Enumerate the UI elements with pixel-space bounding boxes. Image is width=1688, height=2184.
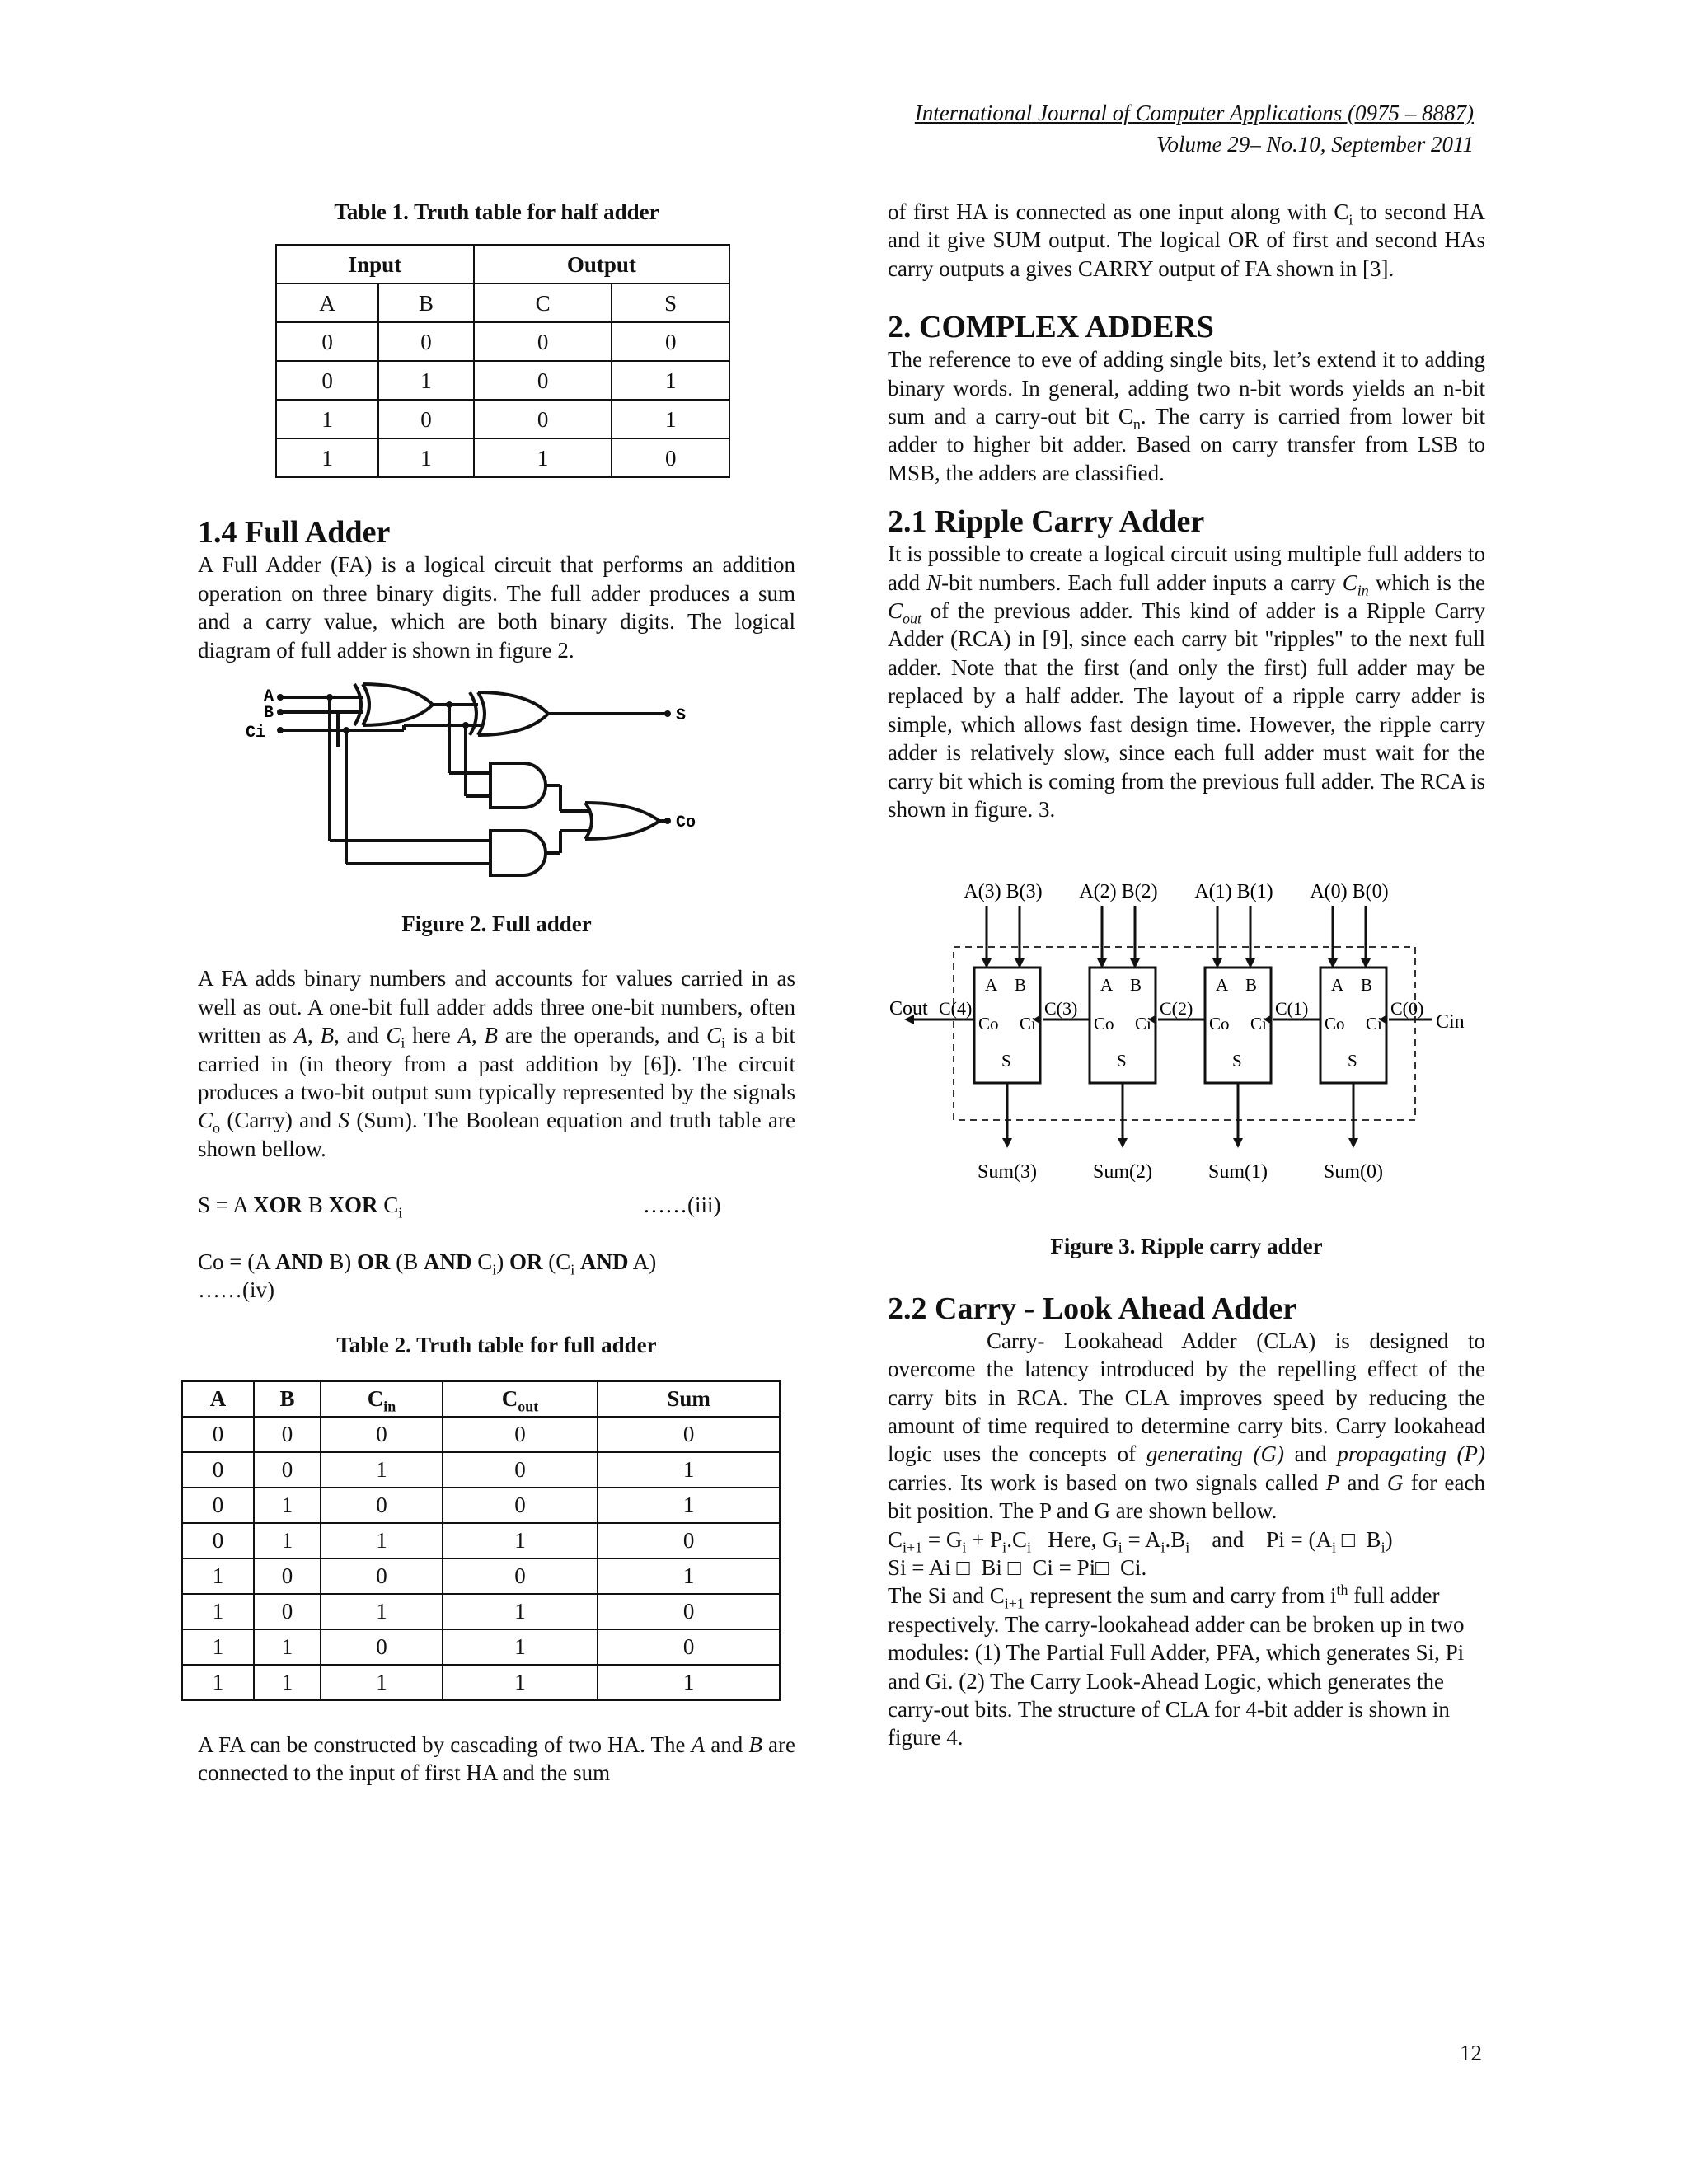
section-2-2-title: 2.2 Carry - Look Ahead Adder (888, 1291, 1297, 1326)
fa-pin-a: A (1331, 975, 1344, 996)
rca-input-3: A(3) B(3) (964, 881, 1043, 903)
rca-carry-3: C(3) (1044, 998, 1078, 1019)
table1-col-b: B (378, 284, 474, 322)
table-cell: 0 (443, 1558, 598, 1594)
fa-pin-ci: Ci (1250, 1014, 1267, 1034)
continuation-paragraph: of first HA is connected as one input along with $C_i$ to second HA and it give SUM output. The logical OR of first and second HAs carry outputs a gives CARRY output of FA shown in [3]. (888, 199, 1485, 281)
table-cell: 0 (254, 1417, 321, 1452)
volume-header: Volume 29– No.10, September 2011 (1156, 132, 1474, 157)
table-cell: 1 (254, 1665, 321, 1700)
section-1-4-paragraph: A Full Adder (FA) is a logical circuit that performs an addition operation on three binary digits. The full adder produces a sum and a carry value, which are both binary digits. The logical diagram of full adder is shown in figure 2. (198, 552, 795, 663)
table-cell: 0 (598, 1594, 780, 1629)
right-column (888, 198, 1485, 1752)
page-number: 12 (1460, 2041, 1482, 2065)
cla-equation-2: Si = Ai □ Bi □ Ci = Pi□ Ci. (888, 1554, 1147, 1580)
table-cell: 0 (598, 1417, 780, 1452)
equation-iii: S = A XOR B XOR $C_i$ ……(iii) (198, 1193, 721, 1221)
section-2-title: 2. COMPLEX ADDERS (888, 310, 1214, 345)
table1-col-a: A (276, 284, 378, 322)
table-row (182, 1452, 780, 1488)
fa-pin-b: B (1361, 975, 1373, 996)
fa-pin-co: Co (1094, 1014, 1114, 1034)
fa-pin-ci: Ci (1020, 1014, 1036, 1034)
rca-input-0: A(0) B(0) (1310, 881, 1389, 903)
section-1-4-title: 1.4 Full Adder (198, 515, 391, 551)
rca-input-1: A(1) B(1) (1194, 881, 1273, 903)
fa-pin-b: B (1015, 975, 1027, 996)
table-cell: 0 (612, 438, 729, 477)
fig2-label-a: A (264, 687, 274, 707)
fa-pin-s: S (1232, 1051, 1242, 1071)
table-row (276, 400, 729, 438)
table-cell: 1 (443, 1629, 598, 1665)
table-cell: 1 (598, 1665, 780, 1700)
table-cell: 1 (254, 1488, 321, 1523)
table-cell: 0 (612, 322, 729, 361)
table2-col-cout: $C_{out}$ (443, 1381, 598, 1417)
table-cell: 1 (598, 1488, 780, 1523)
table-cell: 0 (474, 400, 612, 438)
table-cell: 1 (612, 361, 729, 400)
fa-pin-b: B (1245, 975, 1258, 996)
table-row (182, 1558, 780, 1594)
table-cell: 1 (612, 400, 729, 438)
table-cell: 1 (182, 1665, 254, 1700)
table-cell: 1 (182, 1558, 254, 1594)
table-cell: 0 (378, 322, 474, 361)
table-cell: 1 (443, 1665, 598, 1700)
table-cell: 0 (598, 1523, 780, 1558)
full-adder-table (181, 1380, 781, 1701)
equation-iv: Co = (A AND B) OR (B AND $C_i$) OR ($C_i$ AND A) ……(iv) (198, 1249, 657, 1303)
full-adder-diagram (198, 673, 795, 888)
table-cell: 0 (182, 1452, 254, 1488)
cla-equation-1: $C_{i+1} = G_i + P_i.C_i$ Here, $G_i = A_i.B_i$ and $Pi = (A_i$ □ $B_i$) (888, 1526, 1393, 1555)
half-adder-table (275, 244, 730, 478)
fa-pin-co: Co (1209, 1014, 1230, 1034)
fig2-label-b: B (264, 704, 274, 724)
table-cell: 1 (182, 1629, 254, 1665)
rca-input-2: A(2) B(2) (1079, 881, 1158, 903)
fa-pin-b: B (1130, 975, 1142, 996)
fa-pin-s: S (1001, 1051, 1011, 1071)
table-cell: 1 (254, 1523, 321, 1558)
table-row (182, 1665, 780, 1700)
table-cell: 0 (182, 1417, 254, 1452)
table-cell: 1 (276, 438, 378, 477)
full-adder-paragraph: A FA adds binary numbers and accounts for values carried in as well as out. A one-bit full adder adds three one-bit numbers, often written as A, B, and $C_i$ here A, B are the operands, and $C_i$ is a bit carried in (in theory from a past addition by [6]). The circuit produces a two-bit output sum typically represented by the signals $C_o$ (Carry) and S (Sum). The Boolean equation and truth table are shown bellow. (198, 966, 796, 1161)
table-cell: 1 (598, 1452, 780, 1488)
section-2-2-paragraph: Carry- Lookahead Adder (CLA) is designed to overcome the latency introduced by the repelling effect of the carry bits in RCA. The CLA improves speed by reducing the amount of time required to determine carry bits. Carry lookahead logic uses the concepts of generating (G) and propagating (P) carries. Its work is based on two signals called P and G for each bit position. The P and G are shown bellow. (888, 1328, 1486, 1524)
fa-pin-co: Co (978, 1014, 999, 1034)
rca-sum-3: Sum(3) (978, 1161, 1037, 1183)
table-cell: 0 (276, 361, 378, 400)
table1-col-c: C (474, 284, 612, 322)
fig2-label-s: S (676, 706, 687, 726)
table-cell: 0 (182, 1523, 254, 1558)
table-cell: 1 (276, 400, 378, 438)
table-row (276, 361, 729, 400)
table-row (182, 1523, 780, 1558)
table-row (276, 438, 729, 477)
table-cell: 1 (378, 438, 474, 477)
table2-col-a: A (182, 1381, 254, 1417)
table-cell: 0 (254, 1594, 321, 1629)
rca-sum-1: Sum(1) (1208, 1161, 1268, 1183)
rca-sum-0: Sum(0) (1324, 1161, 1383, 1183)
table-cell: 1 (321, 1594, 443, 1629)
fig2-label-co: Co (676, 813, 696, 833)
section-2-paragraph: The reference to eve of adding single bits, let’s extend it to adding binary words. In general, adding two n-bit words yields an n-bit sum and a carry-out bit $C_n$. The carry is carried from lower bit adder to higher bit adder. Based on carry transfer from LSB to MSB, the adders are classified. (888, 347, 1485, 485)
table-cell: 0 (321, 1488, 443, 1523)
table-cell: 0 (321, 1417, 443, 1452)
table-cell: 0 (474, 322, 612, 361)
cla-final-paragraph: The Si and $C_{i+1}$ represent the sum and carry from $i^{th}$ full adder respectively. The carry-lookahead adder can be broken up in two modules: (1) The Partial Full Adder, PFA, which generates Si, Pi and Gi. (2) The Carry Look-Ahead Logic, which generates the carry-out bits. The structure of CLA for 4-bit adder is shown in figure 4. (888, 1582, 1465, 1750)
table-cell: 1 (254, 1629, 321, 1665)
fa-pin-a: A (1216, 975, 1229, 996)
figure2-caption: Figure 2. Full adder (401, 912, 592, 937)
fig2-label-ci: Ci (246, 724, 266, 743)
table-cell: 0 (182, 1488, 254, 1523)
rca-carry-1: C(1) (1275, 998, 1309, 1019)
table-cell: 1 (321, 1523, 443, 1558)
table-cell: 1 (321, 1452, 443, 1488)
table-cell: 0 (443, 1488, 598, 1523)
table2-col-b: B (254, 1381, 321, 1417)
table-cell: 0 (443, 1417, 598, 1452)
table-cell: 0 (254, 1558, 321, 1594)
table-cell: 0 (443, 1452, 598, 1488)
table-row (182, 1594, 780, 1629)
fa-pin-s: S (1348, 1051, 1357, 1071)
table-cell: 0 (254, 1452, 321, 1488)
rca-cin-label: Cin (1436, 1011, 1465, 1033)
fa-pin-a: A (1100, 975, 1114, 996)
table-cell: 1 (474, 438, 612, 477)
table-cell: 0 (321, 1629, 443, 1665)
fa-pin-s: S (1117, 1051, 1127, 1071)
rca-sum-2: Sum(2) (1093, 1161, 1152, 1183)
table-cell: 0 (474, 361, 612, 400)
table-cell: 1 (598, 1558, 780, 1594)
section-2-1-paragraph: It is possible to create a logical circuit using multiple full adders to add N-bit numbers. Each full adder inputs a carry $C_{in}$ which is the $C_{out}$ of the previous adder. This kind of adder is a Ripple Carry Adder (RCA) in [9], since each carry bit "ripples" to the next full adder. Note that the first (and only the first) full adder may be replaced by a half adder. The layout of a ripple carry adder is simple, which allows fast design time. However, the ripple carry adder is relatively slow, since each full adder must wait for the carry bit which is coming from the previous full adder. The RCA is shown in figure. 3. (888, 541, 1485, 822)
table2-col-cin: $C_{in}$ (321, 1381, 443, 1417)
table1-group-output: Output (474, 245, 729, 284)
fa-pin-ci: Ci (1135, 1014, 1151, 1034)
rca-carry-4: C(4) (939, 998, 973, 1019)
table2-caption: Table 2. Truth table for full adder (336, 1332, 657, 1357)
rca-carry-2: C(2) (1160, 998, 1193, 1019)
table2-col-sum: Sum (598, 1381, 780, 1417)
table-cell: 0 (321, 1558, 443, 1594)
fa-pin-a: A (985, 975, 998, 996)
table-cell: 0 (276, 322, 378, 361)
table-cell: 1 (182, 1594, 254, 1629)
figure3-caption: Figure 3. Ripple carry adder (1050, 1234, 1323, 1259)
table1-col-s: S (612, 284, 729, 322)
table-cell: 1 (443, 1523, 598, 1558)
table-cell: 1 (321, 1665, 443, 1700)
table-row (182, 1488, 780, 1523)
rca-cout-label: Cout (889, 998, 928, 1020)
cascade-paragraph: A FA can be constructed by cascading of two HA. The A and B are connected to the input of first HA and the sum (198, 1732, 796, 1786)
fa-pin-co: Co (1325, 1014, 1345, 1034)
table-row (276, 322, 729, 361)
table-cell: 1 (443, 1594, 598, 1629)
left-column (198, 198, 795, 1788)
table-row (182, 1417, 780, 1452)
fa-pin-ci: Ci (1366, 1014, 1382, 1034)
table-cell: 0 (598, 1629, 780, 1665)
table1-group-input: Input (276, 245, 474, 284)
table-cell: 1 (378, 361, 474, 400)
rca-carry-0: C(0) (1390, 998, 1424, 1019)
table-cell: 0 (378, 400, 474, 438)
section-2-1-title: 2.1 Ripple Carry Adder (888, 504, 1205, 540)
table-row (182, 1629, 780, 1665)
journal-header: International Journal of Computer Applications (0975 – 8887) (914, 101, 1474, 125)
table1-caption: Table 1. Truth table for half adder (334, 199, 659, 224)
ripple-carry-adder-diagram (888, 873, 1485, 1211)
